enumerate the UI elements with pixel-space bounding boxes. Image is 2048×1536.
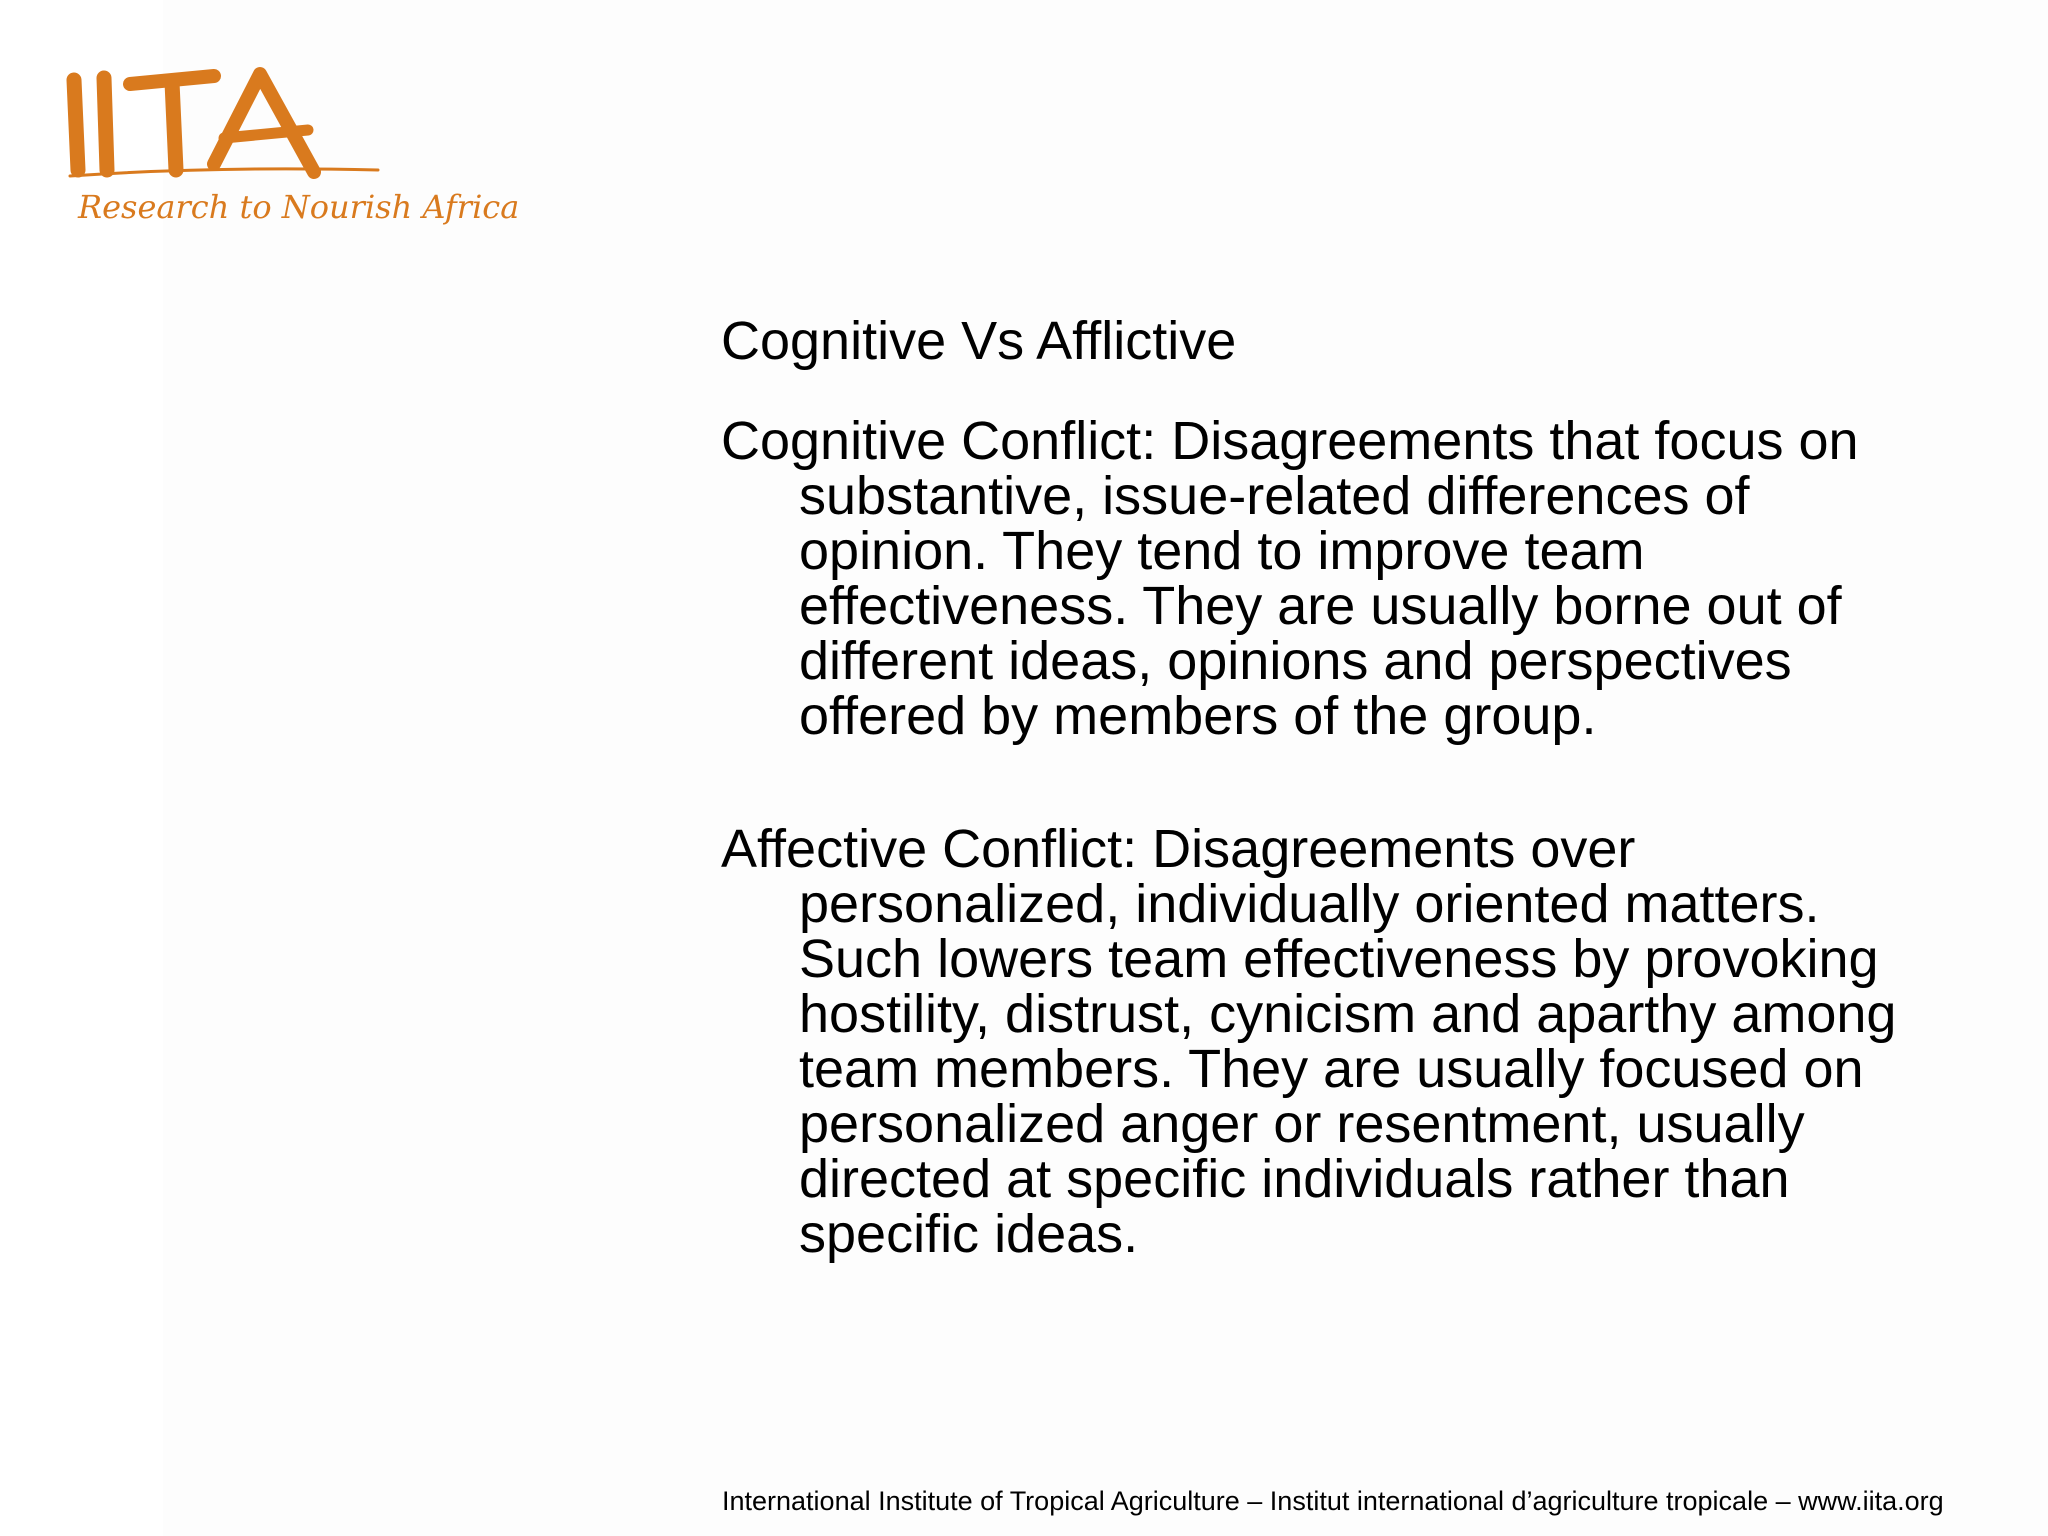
logo-tagline: Research to Nourish Africa [78, 188, 520, 226]
iita-logo [64, 52, 520, 242]
slide-title: Cognitive Vs Afflictive [721, 311, 1237, 371]
slide-body [721, 300, 2021, 1262]
iita-logo-mark [64, 52, 520, 242]
affective-conflict-paragraph: Affective Conflict: Disagreements over personalized, individually oriented matters. Such lowers team effectiveness by provoking hostility, distrust, cynicism and aparthy among team members. They are usually focused on personalized anger or resentment, usually directed at specific individuals rather than specific ideas. [721, 819, 1897, 1264]
cognitive-conflict-paragraph: Cognitive Conflict: Disagreements that focus on substantive, issue-related differences of opinion. They tend to improve team effectiveness. They are usually borne out of different ideas, opinions and perspectives offered by members of the group. [721, 411, 1859, 746]
slide-footer: International Institute of Tropical Agriculture – Institut international d’agriculture tropicale – www.iita.org [722, 1486, 1944, 1516]
